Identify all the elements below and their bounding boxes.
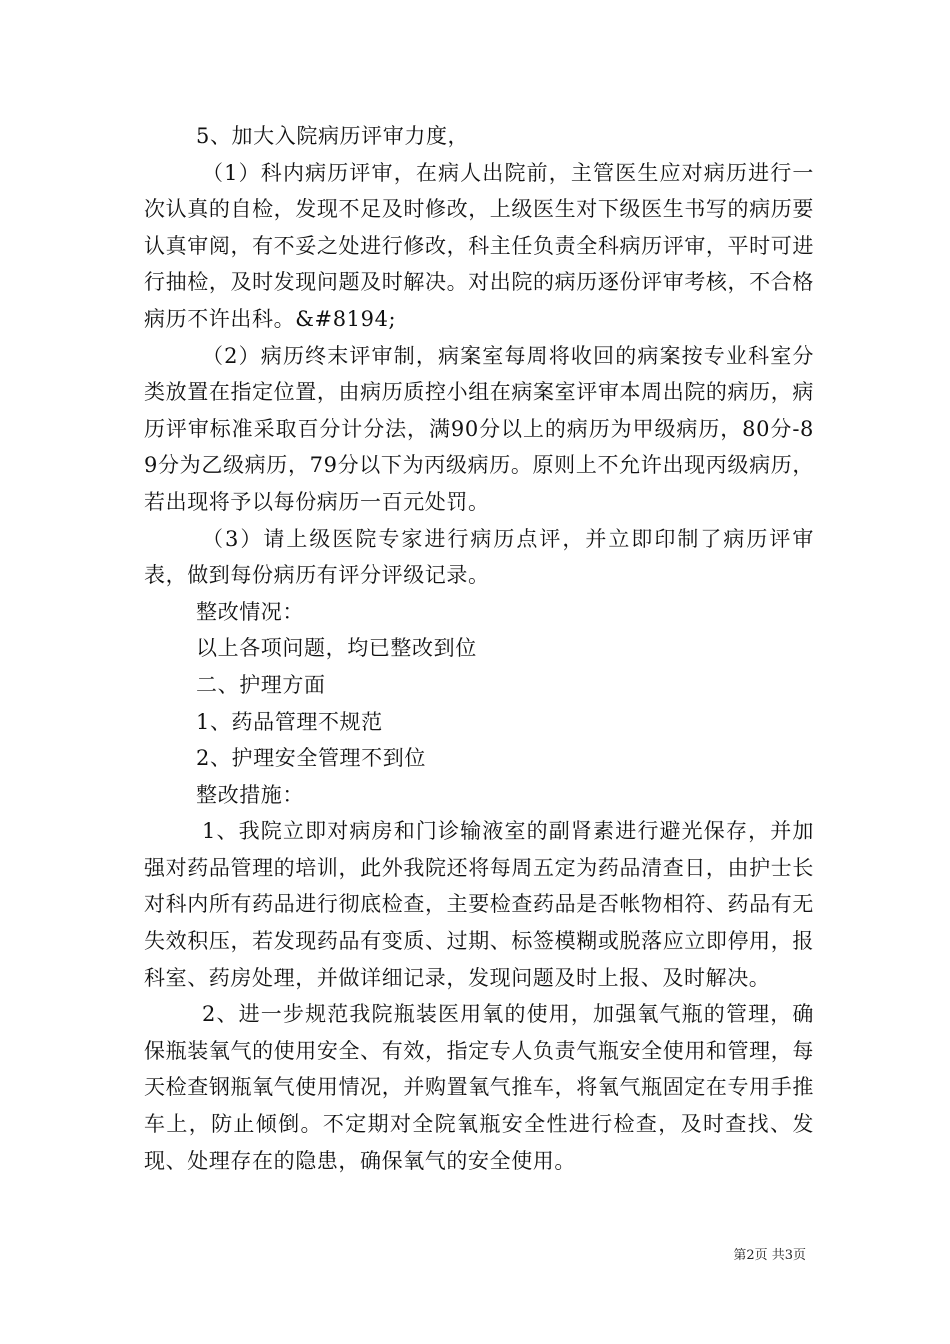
- document-body: [144, 118, 814, 1179]
- page-number-footer: 第2页 共3页: [733, 1248, 806, 1263]
- paragraph-item-5-heading: 5、加大入院病历评审力度，: [196, 124, 470, 148]
- paragraph-rectification-status-label: 整改情况：: [196, 599, 304, 624]
- section-heading-nursing: 二、护理方面: [196, 672, 326, 697]
- paragraph-issue-drug-management: 1、药品管理不规范: [196, 709, 383, 734]
- paragraph-internal-review: （1）科内病历评审，在病人出院前，主管医生应对病历进行一次认真的自检，发现不足及时修改，上级医生对下级医生书写的病历要认真审阅，有不妥之处进行修改，科主任负责全科病历评审，平时可进行抽检，及时发现问题及时解决。对出院的病历逐份评审考核，不合格病历不许出科。&#8194;: [144, 160, 814, 331]
- paragraph-issue-nursing-safety: 2、护理安全管理不到位: [196, 746, 426, 771]
- paragraph-expert-review: （3）请上级医院专家进行病历点评，并立即印制了病历评审表，做到每份病历有评分评级记录。: [144, 526, 814, 588]
- paragraph-final-review: （2）病历终末评审制，病案室每周将收回的病案按专业科室分类放置在指定位置，由病历质控小组在病案室评审本周出院的病历，病历评审标准采取百分计分法，满90分以上的病历为甲级病历，80分-89分为乙级病历，79分以下为丙级病历。原则上不允许出现丙级病历，若出现将予以每份病历一百元处罚。: [144, 343, 814, 514]
- paragraph-measure-drug-storage: 1、我院立即对病房和门诊输液室的副肾素进行避光保存，并加强对药品管理的培训，此外我院还将每周五定为药品清查日，由护士长对科内所有药品进行彻底检查，主要检查药品是否帐物相符、药品有无失效积压，若发现药品有变质、过期、标签模糊或脱落应立即停用，报科室、药房处理，并做详细记录，发现问题及时上报、及时解决。: [144, 819, 814, 990]
- paragraph-rectification-measures-label: 整改措施：: [196, 782, 304, 807]
- paragraph-rectification-status: 以上各项问题，均已整改到位: [196, 636, 477, 661]
- paragraph-measure-oxygen-cylinders: 2、进一步规范我院瓶装医用氧的使用，加强氧气瓶的管理，确保瓶装氧气的使用安全、有效，指定专人负责气瓶安全使用和管理，每天检查钢瓶氧气使用情况，并购置氧气推车，将氧气瓶固定在专用手推车上，防止倾倒。不定期对全院氧瓶安全性进行检查，及时查找、发现、处理存在的隐患，确保氧气的安全使用。: [144, 1002, 814, 1173]
